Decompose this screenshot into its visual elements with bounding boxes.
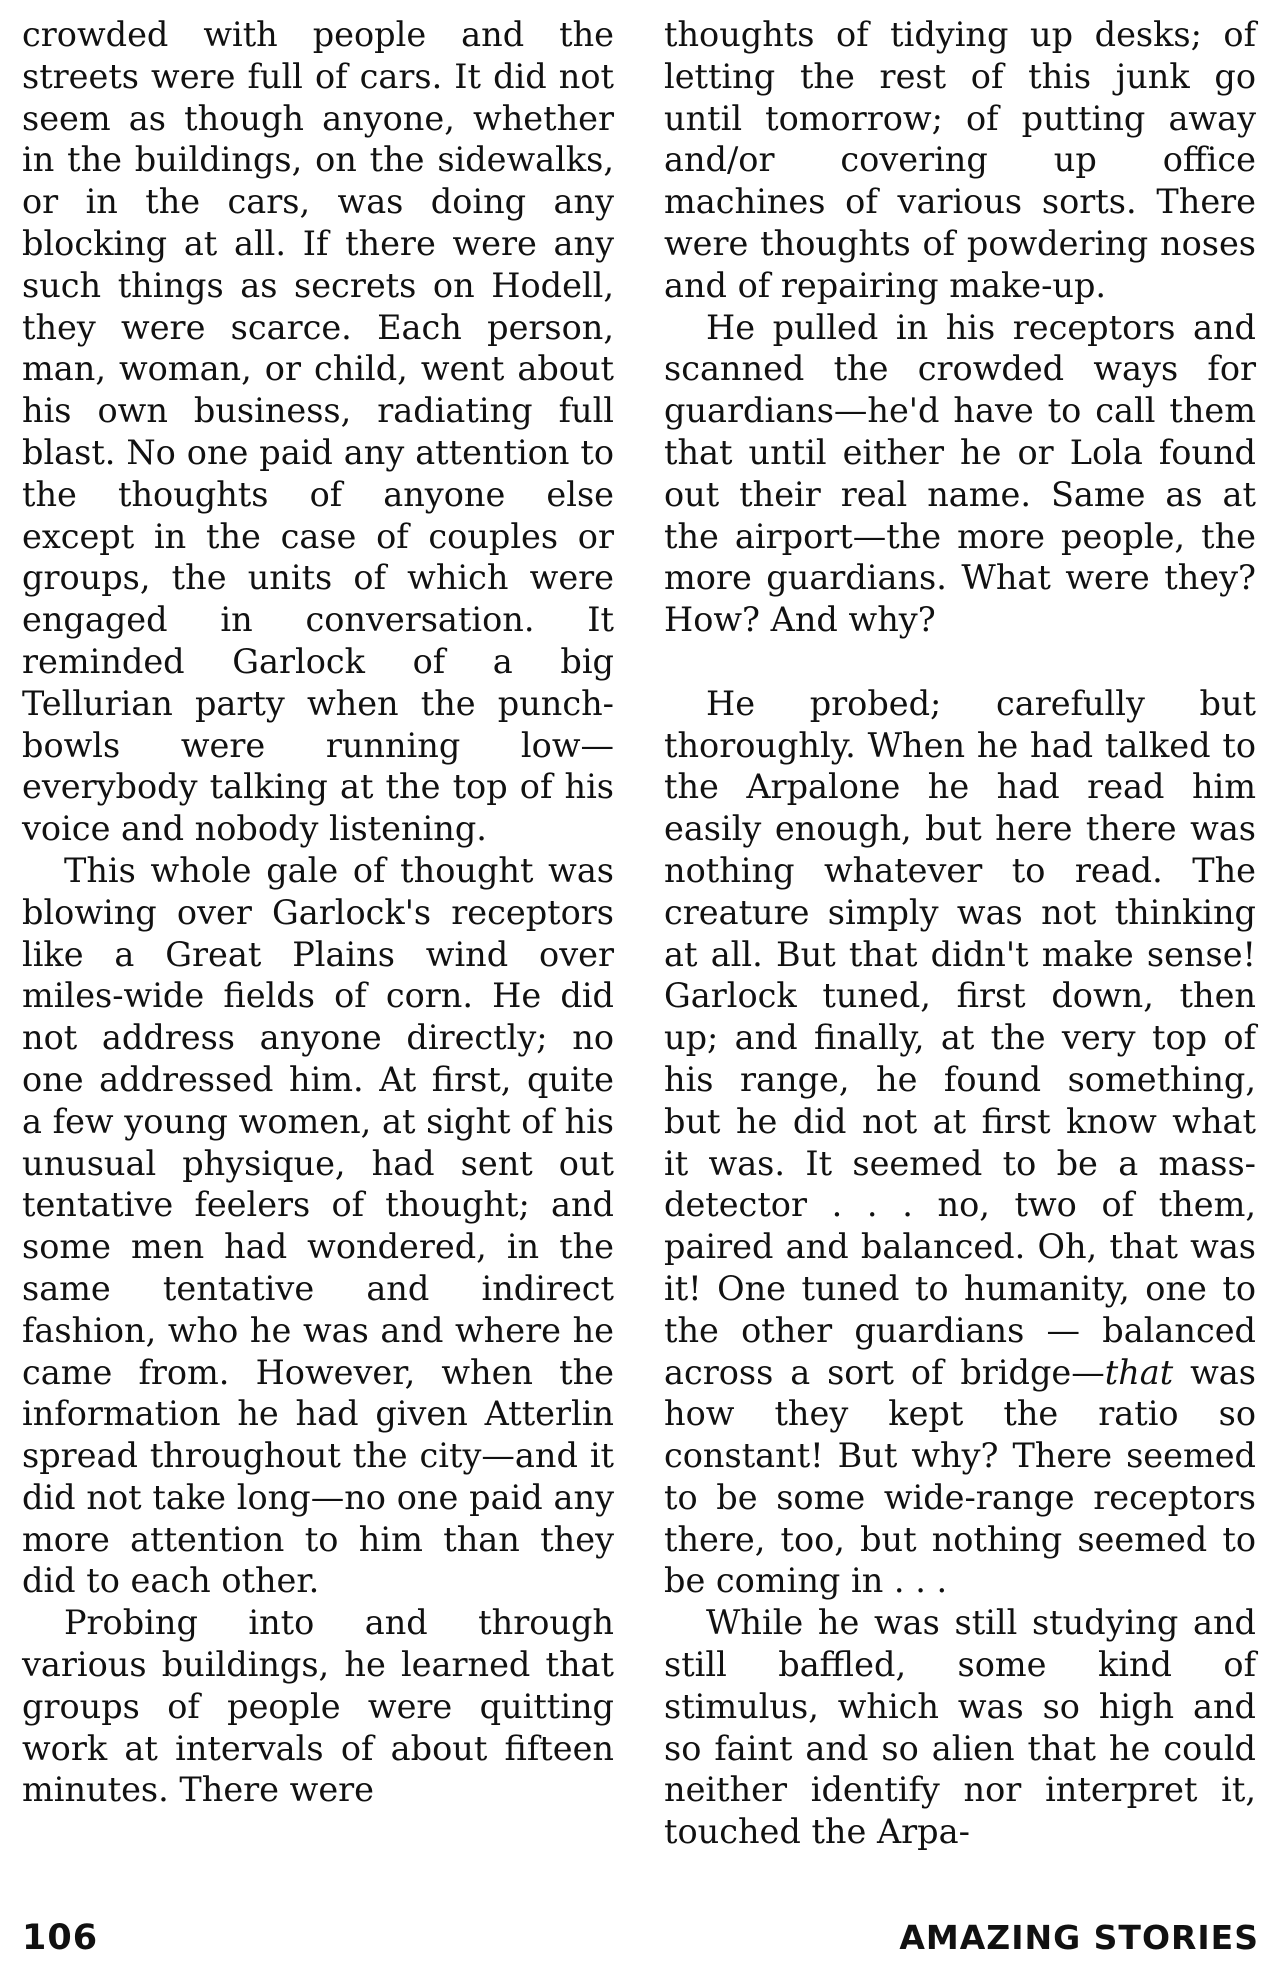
page-number: 106 [22, 1918, 99, 1958]
left-paragraph-3: Probing into and through various buildings, he learned that groups of people were quitting work at intervals of about fifteen minutes. There were [22, 1603, 614, 1810]
left-paragraph-1: crowded with people and the streets were full of cars. It did not seem as though anyone, whether in the buildings, on the sidewalks, or in the cars, was doing any blocking at all. If there were any such things as secrets on Hodell, they were scarce. Each person, man, woman, or child, went about his own business, radiating full blast. No one paid any attention to the thoughts of anyone else except in the case of couples or groups, the units of which were engaged in conversation. It reminded Garlock of a big Tellurian party when the punch-bowls were running low—everybody talking at the top of his voice and nobody listening. [22, 15, 614, 849]
right-paragraph-2: He pulled in his receptors and scanned the crowded ways for guardians—he'd have to call them that until either he or Lola found out their real name. Same as at the airport—the more people, the more guardians. What were they? How? And why? [664, 307, 1256, 640]
right-paragraph-4: While he was still studying and still baffled, some kind of stimulus, which was so high and so faint and so alien that he could neither identify nor interpret it, touched the Arpa- [664, 1603, 1256, 1852]
right-paragraph-3-italic: that [1104, 1352, 1174, 1392]
right-paragraph-3-text-b: was how they kept the ratio so constant! But why? There seemed to be some wide-range receptors there, too, but nothing seemed to be coming in . . . [664, 1352, 1256, 1601]
right-paragraph-3-text-a: He probed; carefully but thoroughly. When he had talked to the Arpalone he had read him easily enough, but here there was nothing whatever to read. The creature simply was not thinking at all. But that didn't make sense! Garlock tuned, first down, then up; and finally, at the very top of his range, he found something, but he did not at first know what it was. It seemed to be a mass-detector . . . no, two of them, paired and balanced. Oh, that was it! One tuned to humanity, one to the other guardians — balanced across a sort of bridge— [664, 683, 1256, 1392]
left-paragraph-2: This whole gale of thought was blowing over Garlock's receptors like a Great Plains wind over miles-wide fields of corn. He did not address anyone directly; no one addressed him. At first, quite a few young women, at sight of his unusual physique, had sent out tentative feelers of thought; and some men had wondered, in the same tentative and indirect fashion, who he was and where he came from. However, when the information he had given Atterlin spread throughout the city—and it did not take long—no one paid any more attention to him than they did to each other. [22, 850, 614, 1601]
left-column [22, 14, 614, 1811]
right-paragraph-3 [664, 683, 1256, 1603]
magazine-title: AMAZING STORIES [899, 1918, 1259, 1957]
right-column [664, 14, 1256, 1853]
right-paragraph-1: thoughts of tidying up desks; of letting the rest of this junk go until tomorrow; of putting away and/or covering up office machines of various sorts. There were thoughts of powdering noses and of repairing make-up. [664, 15, 1256, 305]
